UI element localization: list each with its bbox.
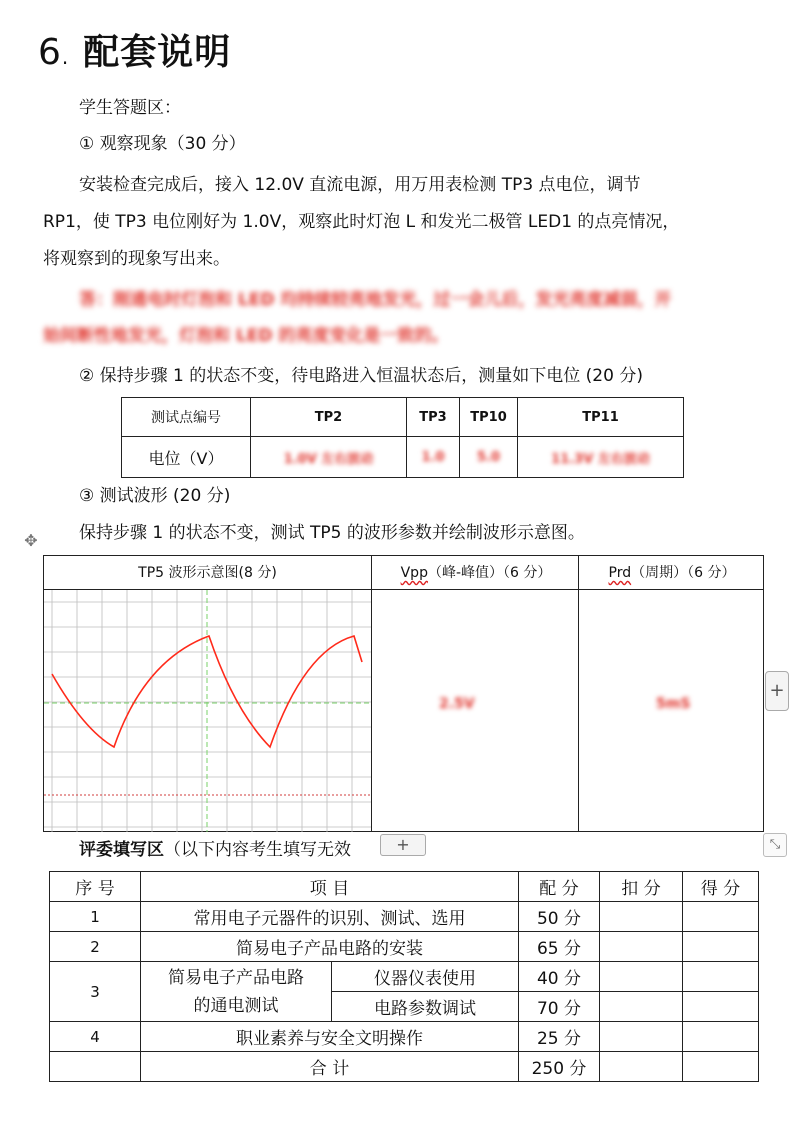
table-move-handle-icon[interactable]: ✥ bbox=[24, 531, 38, 550]
col-tp3: TP3 bbox=[407, 398, 460, 437]
value-tp2[interactable]: 1.0V 左右波动 bbox=[251, 437, 407, 478]
row-item: 常用电子元器件的识别、测试、选用 bbox=[141, 902, 519, 932]
vpp-abbr: Vpp bbox=[400, 565, 428, 581]
potential-table-header-row bbox=[122, 398, 684, 437]
row-number: 3 bbox=[50, 962, 141, 1022]
score-table-header bbox=[50, 872, 759, 902]
col-tp10: TP10 bbox=[460, 398, 518, 437]
question-1-text-line2: RP1，使 TP3 电位刚好为 1.0V，观察此时灯泡 L 和发光二极管 LED1 的点亮情况， bbox=[43, 212, 680, 232]
prd-header-rest: （周期）（6 分） bbox=[631, 565, 736, 581]
section-number: 6 bbox=[38, 32, 62, 73]
header-seq: 序 号 bbox=[50, 872, 141, 902]
row-score: 65 分 bbox=[519, 932, 600, 962]
vpp-header-rest: （峰-峰值）（6 分） bbox=[427, 565, 552, 581]
row-subitem: 仪器仪表使用 bbox=[332, 962, 519, 992]
potential-table-value-row bbox=[122, 437, 684, 478]
judge-area-label bbox=[79, 835, 351, 860]
row-get-cell[interactable] bbox=[683, 962, 759, 992]
section-dot: . bbox=[61, 45, 70, 69]
table-resize-icon[interactable]: ⤡ bbox=[763, 833, 787, 857]
row-item: 简易电子产品电路的安装 bbox=[141, 932, 519, 962]
header-deduct: 扣 分 bbox=[600, 872, 683, 902]
question-3-text: 保持步骤 1 的状态不变，测试 TP5 的波形参数并绘制波形示意图。 bbox=[79, 523, 585, 543]
table-row bbox=[50, 962, 759, 992]
row-number: 1 bbox=[50, 902, 141, 932]
waveform-table bbox=[43, 555, 764, 832]
row-get-cell[interactable] bbox=[683, 992, 759, 1022]
row-item-part-b: 的通电测试 bbox=[193, 995, 279, 1016]
total-deduct-cell[interactable] bbox=[600, 1052, 683, 1082]
total-empty-cell bbox=[50, 1052, 141, 1082]
waveform-col-2 bbox=[371, 556, 579, 831]
answer-text-line2: 始间断性地发光，灯泡和 LED 的亮度变化是一致的。 bbox=[43, 326, 449, 346]
question-1-title: ① 观察现象（30 分） bbox=[79, 134, 246, 154]
prd-value[interactable]: 5mS bbox=[656, 696, 691, 712]
add-column-button[interactable]: + bbox=[765, 671, 789, 711]
question-3-title: ③ 测试波形 (20 分) bbox=[79, 486, 231, 506]
row-deduct-cell[interactable] bbox=[600, 1022, 683, 1052]
row-deduct-cell[interactable] bbox=[600, 992, 683, 1022]
row-get-cell[interactable] bbox=[683, 902, 759, 932]
col-tp2: TP2 bbox=[251, 398, 407, 437]
value-tp10[interactable]: 5.0 bbox=[460, 437, 518, 478]
value-tp11[interactable]: 11.3V 左右波动 bbox=[518, 437, 684, 478]
row-score: 40 分 bbox=[519, 962, 600, 992]
row-get-cell[interactable] bbox=[683, 1022, 759, 1052]
header-score: 配 分 bbox=[519, 872, 600, 902]
table-row bbox=[50, 902, 759, 932]
header-item: 项 目 bbox=[141, 872, 519, 902]
total-label: 合 计 bbox=[141, 1052, 519, 1082]
prd-header bbox=[580, 562, 764, 582]
question-1-text-line1: 安装检查完成后，接入 12.0V 直流电源，用万用表检测 TP3 点电位，调节 bbox=[79, 175, 641, 195]
row-score: 50 分 bbox=[519, 902, 600, 932]
row-item-part-a: 简易电子产品电路 bbox=[168, 967, 304, 988]
total-score: 250 分 bbox=[519, 1052, 600, 1082]
row-subitem: 电路参数调试 bbox=[332, 992, 519, 1022]
row-score: 25 分 bbox=[519, 1022, 600, 1052]
question-1-text-line3: 将观察到的现象写出来。 bbox=[43, 249, 230, 269]
judge-area-bold: 评委填写区 bbox=[79, 840, 164, 860]
col-tp11: TP11 bbox=[518, 398, 684, 437]
waveform-sketch bbox=[44, 590, 371, 832]
waveform-header: TP5 波形示意图(8 分) bbox=[138, 565, 277, 581]
total-get-cell[interactable] bbox=[683, 1052, 759, 1082]
score-table bbox=[49, 871, 759, 1082]
test-point-label: 测试点编号 bbox=[122, 398, 251, 437]
add-row-button[interactable]: + bbox=[380, 834, 426, 856]
total-row bbox=[50, 1052, 759, 1082]
row-item-merged bbox=[141, 962, 332, 1022]
row-number: 2 bbox=[50, 932, 141, 962]
header-get: 得 分 bbox=[683, 872, 759, 902]
answer-text-line1: 答：刚通电时灯泡和 LED 均持续较亮地发光，过一会儿后，发光亮度减弱，开 bbox=[79, 290, 672, 310]
answer-area-label: 学生答题区： bbox=[79, 98, 181, 118]
section-title-text: 配套说明 bbox=[83, 32, 232, 73]
table-row bbox=[50, 932, 759, 962]
row-item: 职业素养与安全文明操作 bbox=[141, 1022, 519, 1052]
prd-abbr: Prd bbox=[608, 565, 632, 581]
section-title bbox=[38, 24, 231, 75]
row-deduct-cell[interactable] bbox=[600, 962, 683, 992]
row-number: 4 bbox=[50, 1022, 141, 1052]
row-get-cell[interactable] bbox=[683, 932, 759, 962]
potential-label: 电位（V） bbox=[122, 437, 251, 478]
potential-table bbox=[121, 397, 684, 478]
judge-area-note: （以下内容考生填写无效 bbox=[164, 840, 351, 860]
question-2-title: ② 保持步骤 1 的状态不变，待电路进入恒温状态后，测量如下电位 (20 分) bbox=[79, 366, 643, 386]
vpp-header bbox=[374, 562, 578, 582]
table-row bbox=[50, 1022, 759, 1052]
row-score: 70 分 bbox=[519, 992, 600, 1022]
value-tp3[interactable]: 1.0 bbox=[407, 437, 460, 478]
row-deduct-cell[interactable] bbox=[600, 932, 683, 962]
vpp-value[interactable]: 2.5V bbox=[439, 696, 475, 712]
row-deduct-cell[interactable] bbox=[600, 902, 683, 932]
